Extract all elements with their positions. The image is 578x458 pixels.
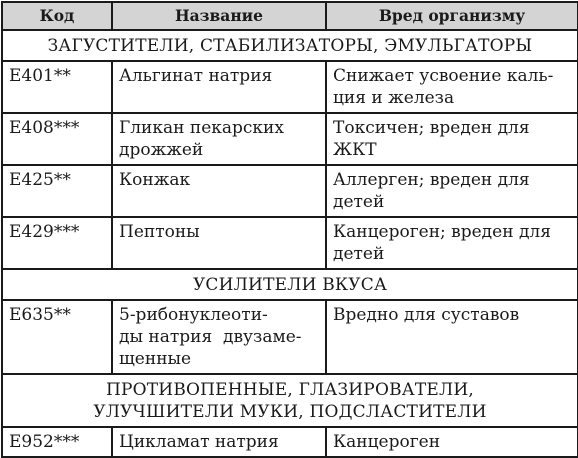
additive-code: E425** bbox=[2, 165, 112, 217]
additive-name bbox=[112, 300, 326, 374]
harm-line: ЖКТ bbox=[333, 140, 377, 160]
additive-name: Альгинат натрия bbox=[112, 61, 326, 113]
additive-code: E401** bbox=[2, 61, 112, 113]
name-line: ды натрия двузаме- bbox=[119, 327, 302, 347]
section-title-line: УЛУЧШИТЕЛИ МУКИ, ПОДСЛАСТИТЕЛИ bbox=[93, 402, 487, 422]
additive-name: Пептоны bbox=[112, 217, 326, 269]
section-title-line: ПРОТИВОПЕННЫЕ, ГЛАЗИРОВАТЕЛИ, bbox=[105, 380, 475, 400]
additive-code: E429*** bbox=[2, 217, 112, 269]
additive-harm: Вредно для суставов bbox=[326, 300, 578, 374]
name-line: 5-рибонуклеоти- bbox=[119, 305, 268, 325]
table-row bbox=[2, 61, 578, 113]
name-line: Гликан пекарских bbox=[119, 118, 284, 138]
table-row bbox=[2, 113, 578, 165]
section-title-antifoaming bbox=[2, 374, 578, 427]
name-line: щенные bbox=[119, 349, 192, 369]
section-row-thickeners bbox=[2, 30, 578, 61]
additive-harm bbox=[326, 217, 578, 269]
additive-harm bbox=[326, 61, 578, 113]
harm-line: Снижает усвоение каль- bbox=[333, 66, 554, 86]
header-harm: Вред организму bbox=[326, 2, 578, 30]
header-code: Код bbox=[2, 2, 112, 30]
harm-line: Токсичен; вреден для bbox=[333, 118, 530, 138]
additive-name: Цикламат натрия bbox=[112, 427, 326, 457]
additive-harm: Аллерген; вреден для детей bbox=[326, 165, 578, 217]
additive-name: Конжак bbox=[112, 165, 326, 217]
additive-code: E408*** bbox=[2, 113, 112, 165]
section-title-flavor-enhancers: УСИЛИТЕЛИ ВКУСА bbox=[2, 269, 578, 300]
additive-code: E952*** bbox=[2, 427, 112, 457]
additive-name bbox=[112, 113, 326, 165]
harm-line: Канцероген; вреден для bbox=[333, 222, 551, 242]
header-name: Название bbox=[112, 2, 326, 30]
section-row-antifoaming bbox=[2, 374, 578, 427]
table-row bbox=[2, 300, 578, 374]
food-additives-table bbox=[1, 1, 578, 458]
additive-harm bbox=[326, 113, 578, 165]
section-title-thickeners: ЗАГУСТИТЕЛИ, СТАБИЛИЗАТОРЫ, ЭМУЛЬГАТОРЫ bbox=[2, 30, 578, 61]
harm-line: ция и железа bbox=[333, 88, 455, 108]
header-row bbox=[2, 2, 578, 30]
additive-harm: Канцероген bbox=[326, 427, 578, 457]
additive-code: E635** bbox=[2, 300, 112, 374]
harm-line: детей bbox=[333, 244, 385, 264]
section-row-flavor-enhancers bbox=[2, 269, 578, 300]
table-row bbox=[2, 217, 578, 269]
name-line: дрожжей bbox=[119, 140, 204, 160]
table-row bbox=[2, 165, 578, 217]
